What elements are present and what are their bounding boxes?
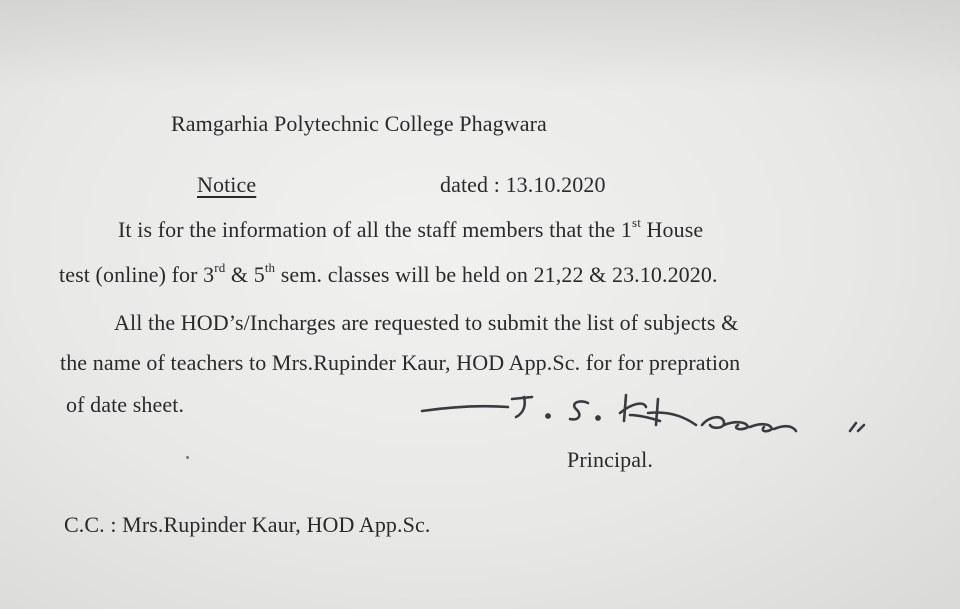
- ordinal-number: 5: [253, 262, 265, 287]
- ordinal-fifth: [254, 262, 275, 287]
- paragraph-2-line-1: All the HOD’s/Incharges are requested to submit the list of subjects &: [114, 310, 739, 335]
- college-name: Ramgarhia Polytechnic College Phagwara: [171, 111, 547, 136]
- ordinal-first: [621, 217, 641, 242]
- paragraph-2-line-3: of date sheet.: [66, 392, 185, 417]
- notice-date: [440, 172, 606, 198]
- paragraph-1-line-1: [118, 217, 703, 243]
- ordinal-number: 1: [620, 217, 633, 242]
- p1-line2-text: test (online) for: [59, 262, 198, 287]
- paper-speck: [186, 456, 189, 459]
- date-value: 13.10.2020: [505, 172, 606, 197]
- p1-line2-suffix: sem. classes will be held on 21,22 & 23.10.2020.: [280, 262, 718, 287]
- ampersand: &: [230, 262, 249, 287]
- signatory-title: Principal.: [567, 447, 653, 472]
- notice-title: Notice: [197, 172, 257, 197]
- cc-line: C.C. : Mrs.Rupinder Kaur, HOD App.Sc.: [64, 512, 431, 537]
- p1-line1-suffix: House: [646, 217, 704, 242]
- ordinal-number: 3: [203, 262, 215, 287]
- dated-label: dated :: [440, 172, 500, 197]
- ordinal-suffix: st: [632, 215, 641, 230]
- paper-shadow: [0, 0, 960, 90]
- handwritten-signature: [420, 385, 880, 455]
- paragraph-2-line-2: the name of teachers to Mrs.Rupinder Kaur, HOD App.Sc. for for prepration: [60, 350, 741, 375]
- p1-line1-text: It is for the information of all the staff members that the: [118, 217, 616, 242]
- paragraph-1-line-2: [59, 262, 718, 288]
- ordinal-third: [203, 262, 225, 287]
- ordinal-suffix: rd: [214, 260, 226, 275]
- ordinal-suffix: th: [264, 260, 276, 275]
